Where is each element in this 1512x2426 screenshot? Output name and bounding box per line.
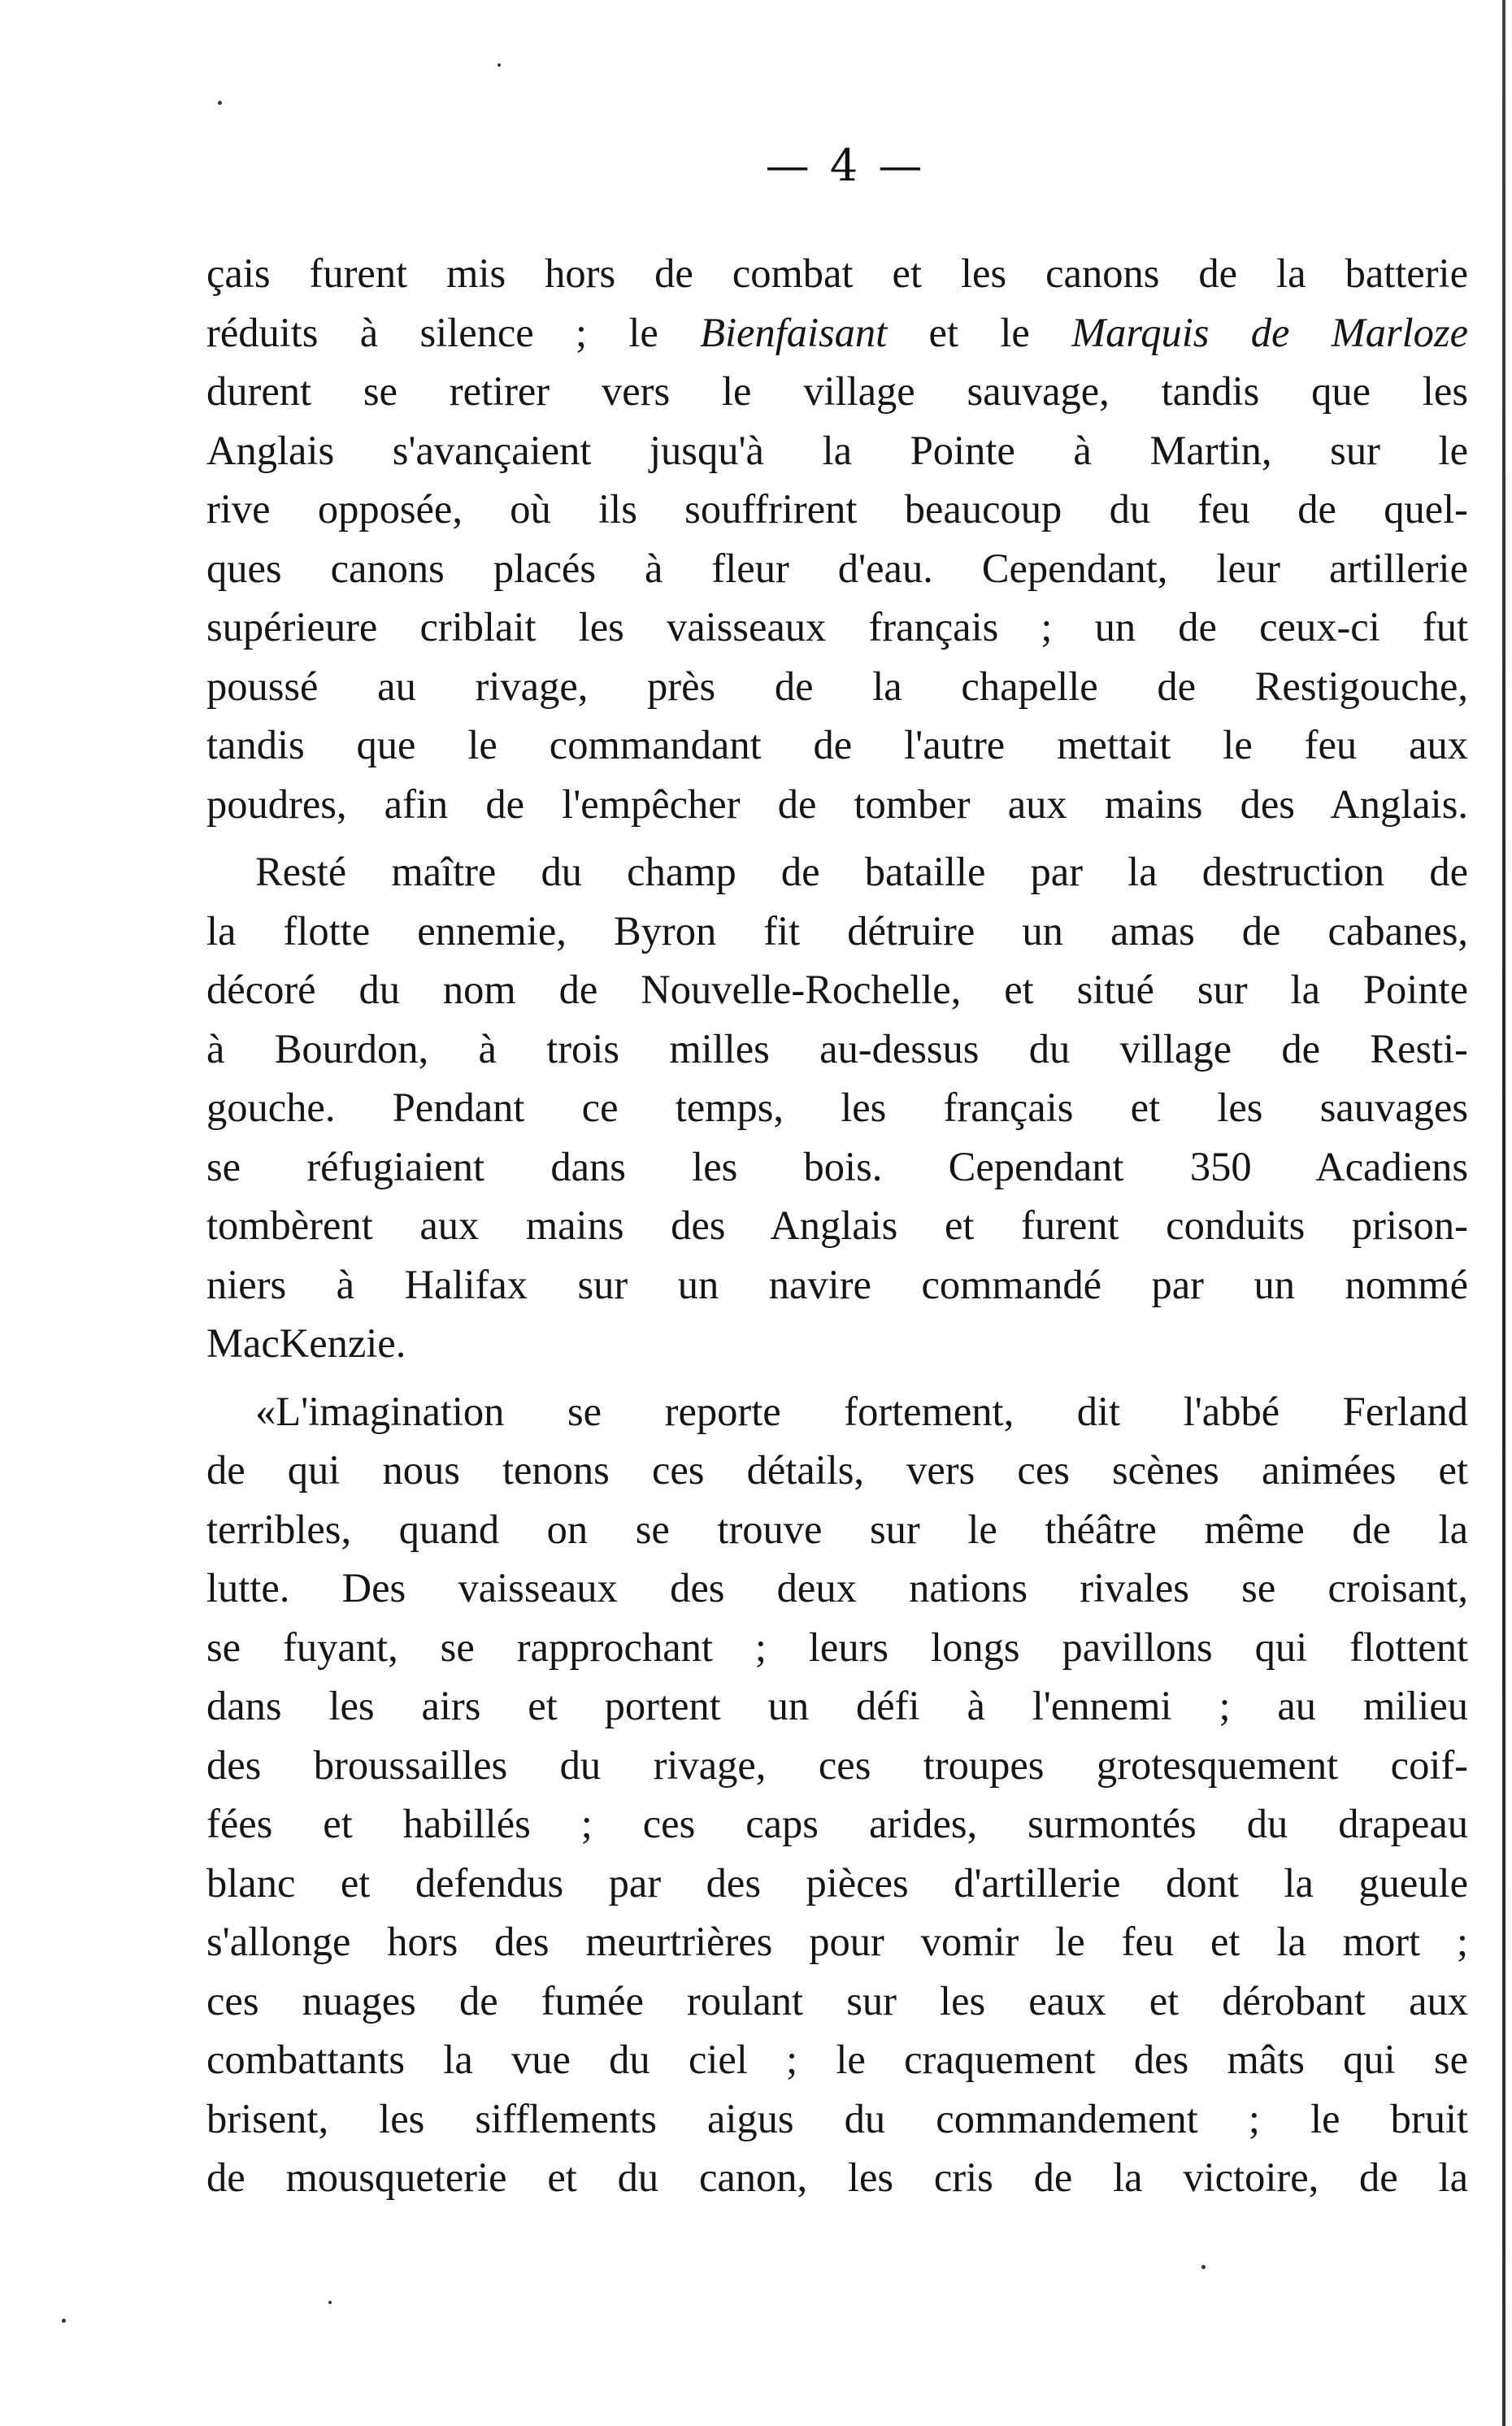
paragraph-gap [206, 1373, 1468, 1382]
text-line: blanc et defendus par des pièces d'artillerie dont la gueule [206, 1859, 1468, 1906]
ship-name-marquis: Marquis de Marloze [1071, 309, 1469, 355]
text-line: gouche. Pendant ce temps, les français et les sauvages [206, 1085, 1468, 1130]
paragraph-3 [206, 1382, 1468, 2207]
text-line: tandis que le commandant de l'autre mettait le feu aux [206, 722, 1468, 767]
text-line: dans les airs et portent un défi à l'ennemi ; au milieu [206, 1683, 1468, 1728]
paragraph-1 [206, 244, 1468, 833]
paragraph-gap [206, 833, 1468, 842]
text-line: poussé au rivage, près de la chapelle de Restigouche, [206, 663, 1468, 709]
ship-name-bienfaisant: Bienfaisant [700, 309, 888, 355]
text-line: fées et habillés ; ces caps arides, surmontés du drapeau [206, 1801, 1468, 1846]
scan-speck [1201, 2265, 1206, 2269]
text-line: tombèrent aux mains des Anglais et furent conduits prison- [206, 1202, 1468, 1248]
text-line: ques canons placés à fleur d'eau. Cependant, leur artillerie [206, 545, 1468, 591]
text-segment: et le [887, 309, 1072, 355]
text-line: durent se retirer vers le village sauvage, tandis que les [206, 368, 1468, 414]
text-line: se réfugiaient dans les bois. Cependant 350 Acadiens [206, 1143, 1468, 1189]
text-line: niers à Halifax sur un navire commandé par un nommé [206, 1261, 1468, 1307]
paragraph-2 [206, 842, 1468, 1373]
text-line: supérieure criblait les vaisseaux français ; un de ceux-ci fut [206, 604, 1468, 650]
scan-speck [218, 101, 222, 105]
text-line: des broussailles du rivage, ces troupes grotesquement coif- [206, 1741, 1468, 1788]
text-line: de mousqueterie et du canon, les cris de la victoire, de la [206, 2154, 1468, 2200]
scan-speck [328, 2301, 332, 2304]
text-line: à Bourdon, à trois milles au-dessus du village de Resti- [206, 1025, 1468, 1072]
text-line: Resté maître du champ de bataille par la destruction de [255, 849, 1468, 894]
body-text [206, 244, 1468, 2207]
text-line: se fuyant, se rapprochant ; leurs longs pavillons qui flottent [206, 1624, 1468, 1670]
scan-speck [62, 2319, 66, 2323]
text-line: rive opposée, où ils souffrirent beaucoup du feu de quel- [206, 486, 1468, 532]
text-line: terribles, quand on se trouve sur le théâtre même de la [206, 1506, 1468, 1552]
text-line: «L'imagination se reporte fortement, dit l'abbé Ferland [255, 1388, 1468, 1434]
text-line: combattants la vue du ciel ; le craquement des mâts qui se [206, 2037, 1468, 2082]
scan-edge-line [1502, 0, 1505, 2426]
text-line: la flotte ennemie, Byron fit détruire un amas de cabanes, [206, 907, 1468, 954]
text-line: ces nuages de fumée roulant sur les eaux et dérobant aux [206, 1977, 1468, 2024]
scan-speck [497, 63, 501, 67]
text-segment: réduits à silence ; le [206, 309, 701, 355]
text-line [206, 303, 1468, 363]
text-line: Anglais s'avançaient jusqu'à la Pointe à Martin, sur le [206, 427, 1468, 473]
page-number: — 4 — [765, 140, 926, 191]
text-line: çais furent mis hors de combat et les canons de la batterie [206, 250, 1468, 296]
text-line: brisent, les sifflements aigus du commandement ; le bruit [206, 2095, 1468, 2141]
text-line: MacKenzie. [206, 1320, 406, 1366]
text-line: lutte. Des vaisseaux des deux nations rivales se croisant, [206, 1565, 1468, 1611]
text-line: s'allonge hors des meurtrières pour vomir le feu et la mort ; [206, 1919, 1468, 1964]
text-line: de qui nous tenons ces détails, vers ces scènes animées et [206, 1447, 1468, 1493]
text-line: décoré du nom de Nouvelle-Rochelle, et situé sur la Pointe [206, 967, 1468, 1012]
text-line: poudres, afin de l'empêcher de tomber aux mains des Anglais. [206, 780, 1468, 827]
